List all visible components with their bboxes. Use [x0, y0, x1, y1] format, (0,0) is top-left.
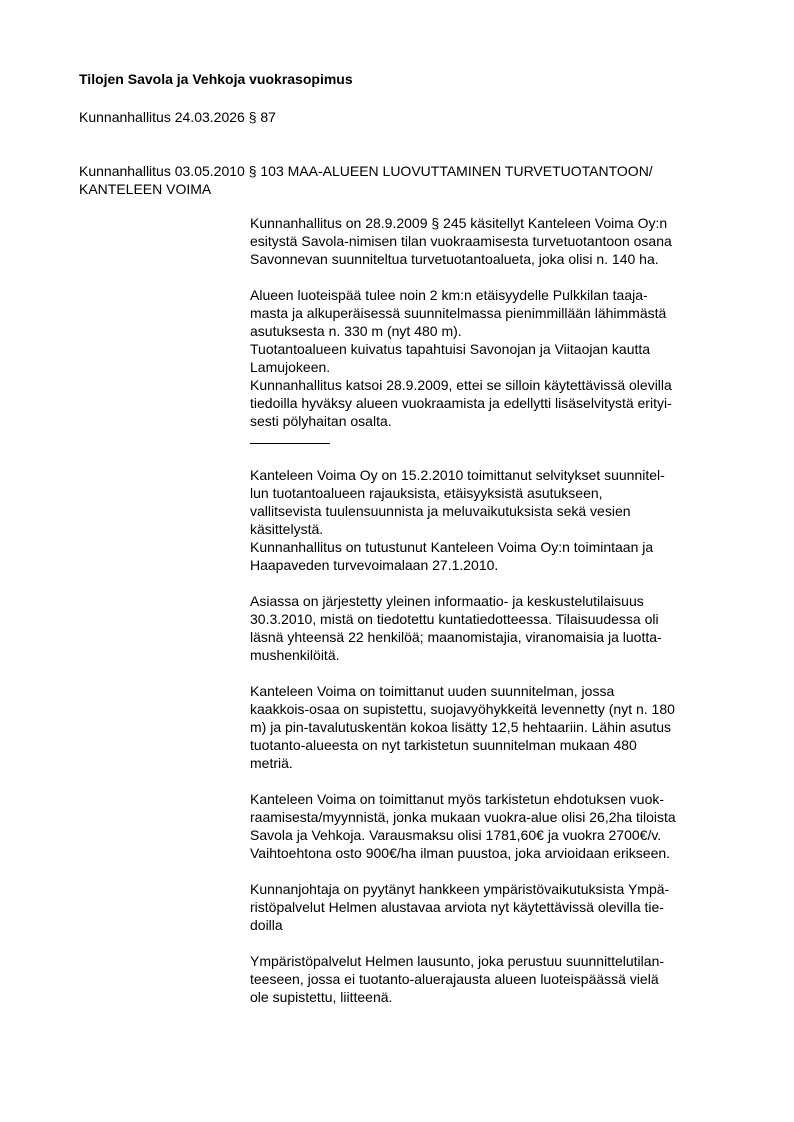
text-line: lun tuotantoalueen rajauksista, etäisyyksistä asutukseen, — [250, 485, 603, 501]
text-line: metriä. — [250, 755, 293, 771]
text-line: läsnä yhteensä 22 henkilöä; maanomistajia, viranomaisia ja luotta- — [250, 629, 662, 645]
paragraph-prior-decision — [250, 214, 736, 268]
text-line: Alueen luoteispää tulee noin 2 km:n etäisyydelle Pulkkilan taaja- — [250, 287, 648, 303]
meeting-reference-current: Kunnanhallitus 24.03.2026 § 87 — [79, 109, 276, 125]
text-line: raamisesta/myynnistä, jonka mukaan vuokra-alue olisi 26,2ha tiloista — [250, 809, 676, 825]
paragraph-gap — [250, 268, 736, 286]
text-line: Kunnanhallitus katsoi 28.9.2009, ettei se silloin käytettävissä olevilla — [250, 377, 672, 393]
text-line: Tuotantoalueen kuivatus tapahtuisi Savonojan ja Viitaojan kautta — [250, 341, 651, 357]
paragraph-lease-proposal — [250, 790, 736, 862]
text-line: tiedoilla hyväksy alueen vuokraamista ja edellytti lisäselvitystä erityi- — [250, 395, 672, 411]
text-line: teeseen, jossa ei tuotanto-aluerajausta alueen luoteispäässä vielä — [250, 971, 659, 987]
text-line: 30.3.2010, mistä on tiedotettu kuntatiedotteessa. Tilaisuudessa oli — [250, 611, 659, 627]
text-line: ole supistettu, liitteenä. — [250, 989, 393, 1005]
paragraph-statement-attachment — [250, 952, 736, 1006]
meeting-reference-2010 — [79, 162, 739, 198]
text-line: Savola ja Vehkoja. Varausmaksu olisi 1781,60€ ja vuokra 2700€/v. — [250, 827, 662, 843]
paragraph-gap — [250, 448, 736, 466]
text-line: esitystä Savola-nimisen tilan vuokraamisesta turvetuotantoon osana — [250, 233, 672, 249]
text-line: vallitsevista tuulensuunnista ja meluvaikutuksista sekä vesien — [250, 503, 631, 519]
text-line: Lamujokeen. — [250, 359, 331, 375]
paragraph-gap — [250, 934, 736, 952]
paragraph-gap — [250, 772, 736, 790]
text-line: asutuksesta n. 330 m (nyt 480 m). — [250, 323, 462, 339]
text-line: doilla — [250, 917, 283, 933]
meeting-reference-line: Kunnanhallitus 03.05.2010 § 103 MAA-ALUEEN LUOVUTTAMINEN TURVETUOTANTOON/ — [79, 163, 653, 179]
paragraph-environment-request — [250, 880, 736, 934]
text-line: ristöpalvelut Helmen alustavaa arviota nyt käytettävissä olevilla tie- — [250, 899, 664, 915]
paragraph-new-plan — [250, 682, 736, 772]
text-line: Haapaveden turvevoimalaan 27.1.2010. — [250, 557, 499, 573]
text-line: Vaihtoehtona osto 900€/ha ilman puustoa, joka arvioidaan erikseen. — [250, 845, 671, 861]
text-line: Savonnevan suunniteltua turvetuotantoalueta, joka olisi n. 140 ha. — [250, 251, 659, 267]
paragraph-gap — [250, 574, 736, 592]
paragraph-gap — [250, 664, 736, 682]
text-line: Kanteleen Voima on toimittanut myös tarkistetun ehdotuksen vuok- — [250, 791, 665, 807]
text-line: Ympäristöpalvelut Helmen lausunto, joka perustuu suunnittelutilan- — [250, 953, 665, 969]
paragraph-gap — [250, 862, 736, 880]
text-line: Kunnanhallitus on 28.9.2009 § 245 käsitellyt Kanteleen Voima Oy:n — [250, 215, 668, 231]
text-line: Kunnanhallitus on tutustunut Kanteleen Voima Oy:n toimintaan ja — [250, 539, 654, 555]
meeting-reference-line: KANTELEEN VOIMA — [79, 181, 212, 197]
text-line: mushenkilöitä. — [250, 647, 340, 663]
text-line: sesti pölyhaitan osalta. — [250, 413, 392, 429]
document-body — [250, 214, 736, 1006]
paragraph-area-location — [250, 286, 736, 430]
document-title: Tilojen Savola ja Vehkoja vuokrasopimus — [79, 71, 353, 87]
text-line: Kunnanjohtaja on pyytänyt hankkeen ympäristövaikutuksista Ympä- — [250, 881, 670, 897]
paragraph-reports — [250, 466, 736, 574]
text-line: m) ja pin-tavalutuskentän kokoa lisätty 12,5 hehtaariin. Lähin asutus — [250, 719, 672, 735]
text-line: kaakkois-osaa on supistettu, suojavyöhykkeitä levennetty (nyt n. 180 — [250, 701, 675, 717]
text-line: Asiassa on järjestetty yleinen informaatio- ja keskustelutilaisuus — [250, 593, 644, 609]
paragraph-public-event — [250, 592, 736, 664]
text-line: Kanteleen Voima Oy on 15.2.2010 toimittanut selvitykset suunnitel- — [250, 467, 665, 483]
text-line: käsittelystä. — [250, 521, 324, 537]
text-line: tuotanto-alueesta on nyt tarkistetun suunnitelman mukaan 480 — [250, 737, 637, 753]
text-line: Kanteleen Voima on toimittanut uuden suunnitelman, jossa — [250, 683, 615, 699]
text-line: masta ja alkuperäisessä suunnitelmassa pienimmillään lähimmästä — [250, 305, 667, 321]
section-divider — [250, 443, 330, 444]
